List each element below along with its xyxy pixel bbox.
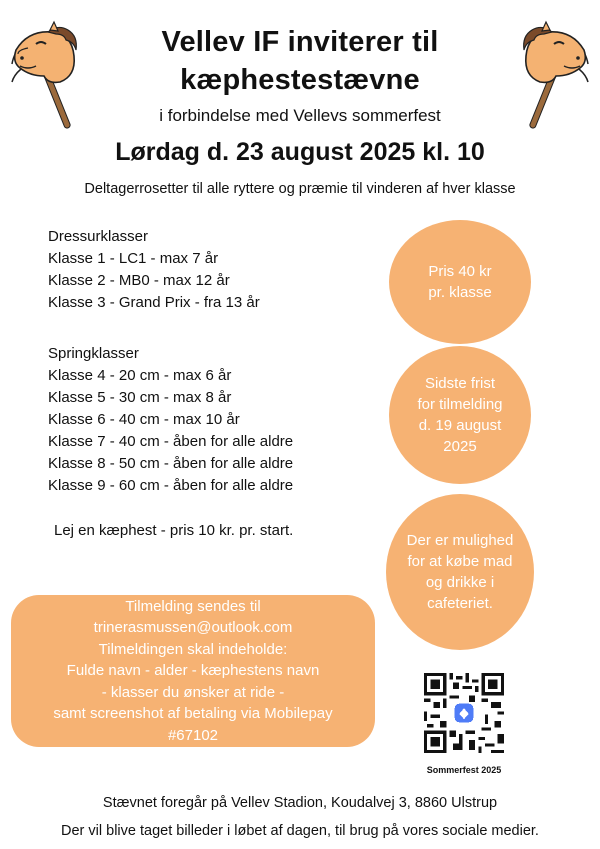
event-date: Lørdag d. 23 august 2025 kl. 10 [115,138,485,166]
qr-code-icon[interactable] [424,673,504,753]
signup-line: Fulde navn - alder - kæphestens navn [66,662,320,680]
dressage-list [48,226,260,314]
cafe-circle [386,494,534,650]
cafe-line: og drikke i [425,574,495,591]
deadline-line: d. 19 august [418,417,502,434]
list-item: Klasse 1 - LC1 - max 7 år [48,250,219,267]
signup-box [11,595,375,747]
cafe-line: cafeteriet. [427,595,493,612]
deadline-circle [389,346,531,484]
qr-caption: Sommerfest 2025 [426,765,502,775]
deadline-line: for tilmelding [417,396,503,413]
signup-line: - klasser du ønsker at ride - [101,683,285,701]
page-subtitle: i forbindelse med Vellevs sommerfest [159,106,441,125]
signup-mobilepay: #67102 [167,726,219,744]
signup-line: Tilmelding sendes til [125,597,261,615]
cafe-line: Der er mulighed [406,532,514,549]
deadline-line: Sidste frist [424,375,495,392]
list-item: Klasse 8 - 50 cm - åben for alle aldre [48,455,294,472]
signup-email: trinerasmussen@outlook.com [93,619,293,637]
price-line: pr. klasse [428,284,492,301]
list-item: Klasse 5 - 30 cm - max 8 år [48,389,232,406]
list-item: Klasse 4 - 20 cm - max 6 år [48,367,232,384]
jumping-heading: Springklasser [48,345,139,362]
venue-note: Stævnet foregår på Vellev Stadion, Koudalvej 3, 8860 Ulstrup [102,795,498,811]
list-item: Klasse 6 - 40 cm - max 10 år [48,411,240,428]
jumping-list [48,343,293,497]
list-item: Klasse 2 - MB0 - max 12 år [48,272,230,289]
signup-line: Tilmeldingen skal indeholde: [98,640,288,658]
list-item: Klasse 3 - Grand Prix - fra 13 år [48,294,260,311]
price-line: Pris 40 kr [428,263,492,280]
list-item: Klasse 7 - 40 cm - åben for alle aldre [48,433,294,450]
price-circle [389,220,531,344]
cafe-line: for at købe mad [407,553,513,570]
signup-line: samt screenshot af betaling via Mobilepay [53,705,333,723]
page-title-line2: kæphestestævne [180,64,420,96]
rosettes-note: Deltagerrosetter til alle ryttere og præmie til vinderen af hver klasse [84,181,516,197]
page-title-line1: Vellev IF inviterer til [161,26,439,58]
list-item: Klasse 9 - 60 cm - åben for alle aldre [48,477,294,494]
dressage-heading: Dressurklasser [48,228,149,245]
deadline-line: 2025 [443,438,477,455]
rent-note: Lej en kæphest - pris 10 kr. pr. start. [54,522,294,539]
photos-note: Der vil blive taget billeder i løbet af dagen, til brug på vores sociale medier. [61,823,539,839]
